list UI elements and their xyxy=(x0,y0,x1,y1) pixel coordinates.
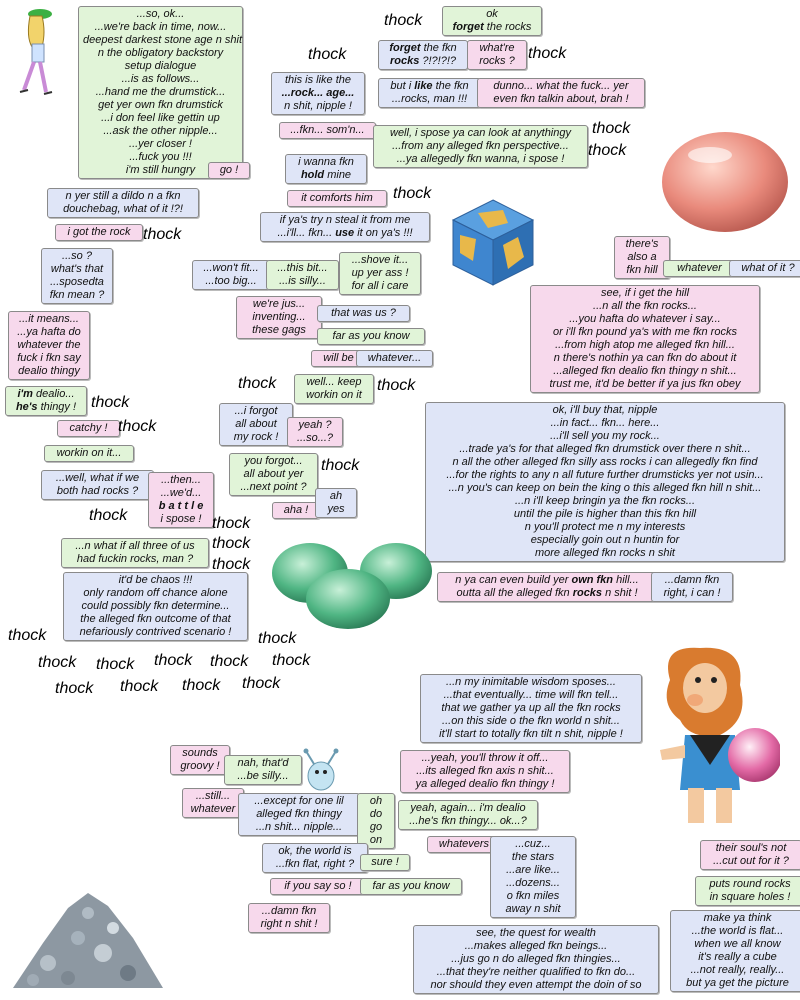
thock-sound-text: thock xyxy=(212,535,251,552)
speech-bubble xyxy=(614,236,670,279)
speech-bubble xyxy=(317,328,425,345)
bubble-line: ...jus go n do alleged fkn thingies... xyxy=(451,953,621,965)
bubble-line: if you say so ! xyxy=(284,880,352,892)
bubble-line: ...yer closer ! xyxy=(129,138,192,150)
thock-sound-text: thock xyxy=(377,377,416,394)
bubble-line: right n shit ! xyxy=(260,918,318,930)
speech-bubble xyxy=(729,260,800,277)
thock-sound-text: thock xyxy=(182,677,221,694)
speech-bubble xyxy=(490,836,576,918)
bubble-line: trust me, it'd be better if ya jus fkn obey xyxy=(549,378,741,390)
thock-sound-text: thock xyxy=(120,678,159,695)
bubble-line: could possibly fkn determine... xyxy=(81,600,230,612)
thock-sound-text: thock xyxy=(143,226,182,243)
bubble-line: ...for the rights to any n all future further drumsticks yer not usin... xyxy=(446,469,764,481)
bubble-line: deepest darkest stone age n shit xyxy=(83,34,242,46)
bubble-line: forget the fkn xyxy=(389,42,457,54)
bubble-line: nah, that'd xyxy=(237,757,289,769)
bubble-line: aha ! xyxy=(283,504,309,516)
bubble-line: for all i care xyxy=(351,280,409,292)
bubble-line: do xyxy=(369,808,383,820)
bubble-line: whatever... xyxy=(367,352,422,364)
speech-bubble xyxy=(420,674,642,743)
bubble-line: n yer still a dildo n a fkn xyxy=(65,190,181,202)
speech-bubble xyxy=(63,572,248,641)
bubble-line: ...is silly... xyxy=(279,275,326,287)
bubble-line: ...n my inimitable wisdom sposes... xyxy=(446,676,616,688)
bubble-line: fuck i fkn say xyxy=(17,352,81,364)
bubble-line: i wanna fkn xyxy=(298,156,354,168)
bubble-line: ...n shit... nipple... xyxy=(255,821,343,833)
speech-bubble xyxy=(360,854,410,871)
bubble-line: ...in fact... fkn... here... xyxy=(550,417,660,429)
bubble-line: yes xyxy=(327,503,345,515)
bubble-line: also a xyxy=(627,251,657,263)
bubble-line: make ya think xyxy=(703,912,772,924)
speech-bubble xyxy=(170,745,230,775)
bubble-line: what of it ? xyxy=(741,262,795,274)
thock-sound-text: thock xyxy=(592,120,631,137)
bubble-line: all about yer xyxy=(243,468,304,480)
bubble-line: fkn hill xyxy=(626,264,658,276)
bubble-line: ...from high atop me alleged fkn hill... xyxy=(555,339,735,351)
bubble-line: that was us ? xyxy=(331,307,396,319)
speech-bubble xyxy=(315,488,357,518)
bubble-line: far as you know xyxy=(372,880,450,892)
bubble-line: or i'll fkn pound ya's with me fkn rocks xyxy=(553,326,737,338)
speech-bubble xyxy=(477,78,645,108)
speech-bubble xyxy=(339,252,421,295)
bubble-line: dunno... what the fuck... yer xyxy=(493,80,629,92)
bubble-line: hold mine xyxy=(300,169,352,181)
bubble-line: ...fkn flat, right ? xyxy=(275,858,355,870)
bubble-line: more alleged fkn rocks n shit xyxy=(534,547,675,559)
bubble-line: alleged fkn thingy xyxy=(256,808,342,820)
bubble-line: it'll start to totally fkn tilt n shit, nipple ! xyxy=(439,728,623,740)
speech-bubble xyxy=(208,162,250,179)
thock-sound-text: thock xyxy=(212,556,251,573)
speech-bubble xyxy=(287,190,387,207)
alien-bunny-figure xyxy=(296,748,346,793)
globe-cube-icon xyxy=(448,195,538,290)
thock-sound-text: thock xyxy=(210,653,249,670)
speech-bubble xyxy=(360,878,462,895)
speech-bubble xyxy=(378,78,481,108)
bubble-line: groovy ! xyxy=(180,760,220,772)
bubble-line: far as you know xyxy=(332,330,410,342)
speech-bubble xyxy=(270,878,366,895)
speech-bubble xyxy=(57,420,120,437)
caveman-figure xyxy=(640,640,780,830)
speech-bubble xyxy=(260,212,430,242)
bubble-line: whatevers xyxy=(438,838,490,850)
speech-bubble xyxy=(437,572,657,602)
thock-sound-text: thock xyxy=(588,142,627,159)
bubble-line: ...cuz... xyxy=(515,838,551,850)
bubble-line: that we gather ya up all the fkn rocks xyxy=(441,702,621,714)
bubble-line: see, if i get the hill xyxy=(600,287,690,299)
bubble-line: yeah ? xyxy=(298,419,332,431)
bubble-line: if ya's try n steal it from me xyxy=(279,214,411,226)
bubble-line: ...are like... xyxy=(506,864,560,876)
bubble-line: ...this bit... xyxy=(277,262,328,274)
speech-bubble xyxy=(413,925,659,994)
bubble-line: ...i forgot xyxy=(234,405,278,417)
bubble-line: douchebag, what of it !?! xyxy=(63,203,183,215)
bubble-line: especially goin out n huntin for xyxy=(530,534,680,546)
thock-sound-text: thock xyxy=(96,656,135,673)
bubble-line: ...shove it... xyxy=(351,254,409,266)
thock-sound-text: thock xyxy=(55,680,94,697)
bubble-line: right, i can ! xyxy=(663,587,721,599)
bubble-line: fkn mean ? xyxy=(49,289,105,301)
speech-bubble xyxy=(238,793,360,836)
hippie-figure xyxy=(10,2,60,97)
bubble-line: ...then... xyxy=(161,474,201,486)
bubble-line: ...won't fit... xyxy=(203,262,259,274)
bubble-line: ...n all the fkn rocks... xyxy=(593,300,697,312)
bubble-line: ...i'll sell you my rock... xyxy=(550,430,660,442)
bubble-line: ...be silly... xyxy=(237,770,289,782)
bubble-line: n you'll protect me n my interests xyxy=(524,521,686,533)
bubble-line: ...fuck you !!! xyxy=(129,151,192,163)
thock-sound-text: thock xyxy=(89,507,128,524)
thock-sound-text: thock xyxy=(242,675,281,692)
thock-sound-text: thock xyxy=(272,652,311,669)
speech-bubble xyxy=(357,793,395,849)
bubble-line: see, the quest for wealth xyxy=(476,927,596,939)
bubble-line: it'd be chaos !!! xyxy=(118,574,193,586)
bubble-line: ...ya allegedly fkn wanna, i spose ! xyxy=(396,153,565,165)
bubble-line: ...hand me the drumstick... xyxy=(95,86,226,98)
bubble-line: ...yeah, you'll throw it off... xyxy=(421,752,549,764)
bubble-line: we're jus... xyxy=(252,298,306,310)
bubble-line: ...the world is flat... xyxy=(691,925,784,937)
bubble-line: whatever xyxy=(677,262,722,274)
bubble-line: ...next point ? xyxy=(240,481,307,493)
speech-bubble xyxy=(41,248,113,304)
bubble-line: ...damn fkn xyxy=(664,574,720,586)
speech-bubble xyxy=(55,224,143,241)
bubble-line: it's really a cube xyxy=(698,951,777,963)
bubble-line: ...cut out for it ? xyxy=(713,855,789,867)
bubble-line: what's that xyxy=(50,263,104,275)
bubble-line: ...too big... xyxy=(205,275,257,287)
bubble-line: ok, the world is xyxy=(278,845,352,857)
speech-bubble xyxy=(530,285,760,393)
bubble-line: their soul's not xyxy=(715,842,787,854)
speech-bubble xyxy=(236,296,322,339)
bubble-line: ya alleged dealio fkn thingy ! xyxy=(415,778,555,790)
bubble-line: what're xyxy=(479,42,515,54)
bubble-line: up yer ass ! xyxy=(351,267,409,279)
bubble-line: ...still... xyxy=(195,790,231,802)
speech-bubble xyxy=(272,502,320,519)
bubble-line: had fuckin rocks, man ? xyxy=(76,553,194,565)
bubble-line: away n shit xyxy=(505,903,561,915)
speech-bubble xyxy=(400,750,570,793)
speech-bubble xyxy=(398,800,538,830)
bubble-line: workin on it... xyxy=(56,447,122,459)
bubble-line: ...sposedta xyxy=(50,276,104,288)
speech-bubble xyxy=(61,538,209,568)
speech-bubble xyxy=(425,402,785,562)
thock-sound-text: thock xyxy=(38,654,77,671)
speech-bubble xyxy=(271,72,365,115)
bubble-line: ok, i'll buy that, nipple xyxy=(552,404,658,416)
speech-bubble xyxy=(266,260,339,290)
bubble-line: on xyxy=(369,834,383,846)
thock-sound-text: thock xyxy=(258,630,297,647)
bubble-line: o fkn miles xyxy=(506,890,560,902)
rock-pile-image xyxy=(8,878,168,993)
bubble-line: he's thingy ! xyxy=(15,401,77,413)
bubble-line: ah xyxy=(329,490,343,502)
bubble-line: nefariously contrived scenario ! xyxy=(79,626,232,638)
bubble-line: ...is as follows... xyxy=(121,73,200,85)
speech-bubble xyxy=(78,6,243,179)
speech-bubble xyxy=(670,910,800,992)
speech-bubble xyxy=(373,125,588,168)
bubble-line: ...trade ya's for that alleged fkn drumstick over there n shit... xyxy=(459,443,751,455)
speech-bubble xyxy=(182,788,244,818)
speech-bubble xyxy=(378,40,468,70)
bubble-line: ...rock... age... xyxy=(281,87,355,99)
bubble-line: ...its alleged fkn axis n shit... xyxy=(416,765,554,777)
bubble-line: even fkn talkin about, brah ! xyxy=(493,93,629,105)
bubble-line: sounds xyxy=(182,747,218,759)
bubble-line: ...damn fkn xyxy=(261,905,317,917)
bubble-line: i got the rock xyxy=(67,226,131,238)
bubble-line: setup dialogue xyxy=(124,60,197,72)
bubble-line: ...so, ok... xyxy=(136,8,185,20)
bubble-line: rocks ? xyxy=(479,55,515,67)
bubble-line: ...n i'll keep bringin ya the fkn rocks... xyxy=(514,495,696,507)
speech-bubble xyxy=(467,40,527,70)
bubble-line: ...except for one lil xyxy=(254,795,344,807)
speech-bubble xyxy=(356,350,433,367)
speech-bubble xyxy=(317,305,410,322)
bubble-line: ...well, what if we xyxy=(55,472,140,484)
speech-bubble xyxy=(700,840,800,870)
bubble-line: when we all know xyxy=(694,938,781,950)
bubble-line: ...dozens... xyxy=(506,877,560,889)
bubble-line: forget the rocks xyxy=(452,21,532,33)
bubble-line: ...on this side o the fkn world n shit... xyxy=(442,715,620,727)
bubble-line: ...so...? xyxy=(296,432,334,444)
bubble-line: go xyxy=(369,821,383,833)
speech-bubble xyxy=(442,6,542,36)
speech-bubble xyxy=(224,755,302,785)
bubble-line: ...rocks, man !!! xyxy=(391,93,468,105)
bubble-line: well... keep xyxy=(306,376,362,388)
green-rocks-image xyxy=(268,533,436,633)
bubble-line: yeah, again... i'm dealio xyxy=(410,802,526,814)
bubble-line: the alleged fkn outcome of that xyxy=(80,613,231,625)
bubble-line: ...ya hafta do xyxy=(17,326,81,338)
bubble-line: these gags xyxy=(252,324,306,336)
thock-sound-text: thock xyxy=(154,652,193,669)
bubble-line: ...it means... xyxy=(19,313,79,325)
thock-sound-text: thock xyxy=(91,394,130,411)
bubble-line: ...you hafta do whatever i say... xyxy=(569,313,721,325)
bubble-line: ...makes alleged fkn beings... xyxy=(464,940,608,952)
thock-sound-text: thock xyxy=(528,45,567,62)
bubble-line: ...from any alleged fkn perspective... xyxy=(392,140,569,152)
speech-bubble xyxy=(285,154,367,184)
bubble-line: rocks ?!?!?!? xyxy=(389,55,457,67)
bubble-line: ...that they're neither qualified to fkn do... xyxy=(436,966,636,978)
bubble-line: n ya can even build yer own fkn hill... xyxy=(455,574,639,586)
speech-bubble xyxy=(248,903,330,933)
speech-bubble xyxy=(44,445,134,462)
thock-sound-text: thock xyxy=(238,375,277,392)
speech-bubble xyxy=(5,386,87,416)
speech-bubble xyxy=(41,470,154,500)
bubble-line: you forgot... xyxy=(244,455,303,467)
bubble-line: will be xyxy=(323,352,354,364)
bubble-line: catchy ! xyxy=(69,422,108,434)
speech-bubble xyxy=(148,472,214,528)
speech-bubble xyxy=(287,417,343,447)
bubble-line: ...so ? xyxy=(62,250,92,262)
bubble-line: puts round rocks xyxy=(709,878,791,890)
bubble-line: inventing... xyxy=(252,311,306,323)
bubble-line: ...n what if all three of us xyxy=(75,540,195,552)
speech-bubble xyxy=(663,260,736,277)
bubble-line: ...i'll... fkn... use it on ya's !!! xyxy=(277,227,413,239)
bubble-line: dealio thingy xyxy=(18,365,80,377)
bubble-line: well, i spose ya can look at anythingy xyxy=(390,127,571,139)
bubble-line: ...we're back in time, now... xyxy=(94,21,227,33)
bubble-line: workin on it xyxy=(306,389,362,401)
bubble-line: i'm dealio... xyxy=(17,388,75,400)
bubble-line: the stars xyxy=(511,851,555,863)
bubble-line: both had rocks ? xyxy=(56,485,139,497)
bubble-line: ok xyxy=(486,8,498,20)
bubble-line: but i like the fkn xyxy=(390,80,469,92)
bubble-line: n the obligatory backstory xyxy=(97,47,224,59)
bubble-line: whatever xyxy=(190,803,236,815)
bubble-line: n shit, nipple ! xyxy=(284,100,352,112)
bubble-line: nor should they even attempt the doin of so xyxy=(430,979,642,991)
bubble-line: oh xyxy=(369,795,383,807)
bubble-line: ...we'd... xyxy=(160,487,202,499)
speech-bubble xyxy=(219,403,293,446)
bubble-line: get yer own fkn drumstick xyxy=(98,99,223,111)
bubble-line: n there's nothin ya can fkn do about it xyxy=(553,352,737,364)
bubble-line: go ! xyxy=(219,164,239,176)
thock-sound-text: thock xyxy=(308,46,347,63)
bubble-line: ...fkn... som'n... xyxy=(290,124,365,136)
bubble-line: in square holes ! xyxy=(709,891,791,903)
bubble-line: only random off chance alone xyxy=(83,587,228,599)
bubble-line: this is like the xyxy=(284,74,352,86)
bubble-line: ...that eventually... time will fkn tell... xyxy=(443,689,619,701)
bubble-line: there's xyxy=(625,238,659,250)
speech-bubble xyxy=(229,453,318,496)
speech-bubble xyxy=(651,572,733,602)
bubble-line: but ya get the picture xyxy=(686,977,789,989)
pink-rock-image xyxy=(660,125,790,235)
bubble-line: ...i don feel like gettin up xyxy=(101,112,220,124)
bubble-line: outta all the alleged fkn rocks n shit ! xyxy=(456,587,638,599)
thock-sound-text: thock xyxy=(212,515,251,532)
bubble-line: ...alleged fkn dealio fkn thingy n shit... xyxy=(553,365,737,377)
speech-bubble xyxy=(47,188,199,218)
speech-bubble xyxy=(294,374,374,404)
bubble-line: ...not really, really... xyxy=(690,964,785,976)
bubble-line: whatever the xyxy=(17,339,81,351)
thock-sound-text: thock xyxy=(384,12,423,29)
speech-bubble xyxy=(695,876,800,906)
bubble-line: b a t t l e xyxy=(158,500,204,512)
bubble-line: i spose ! xyxy=(160,513,202,525)
bubble-line: sure ! xyxy=(371,856,399,868)
bubble-line: my rock ! xyxy=(233,431,279,443)
bubble-line: ...n you's can keep on bein the king o this alleged fkn hill n shit... xyxy=(448,482,762,494)
bubble-line: all about xyxy=(235,418,277,430)
bubble-line: i'm still hungry xyxy=(125,164,196,176)
speech-bubble xyxy=(192,260,270,290)
speech-bubble xyxy=(262,843,368,873)
bubble-line: ...he's fkn thingy... ok...? xyxy=(409,815,527,827)
bubble-line: it comforts him xyxy=(301,192,373,204)
bubble-line: ...ask the other nipple... xyxy=(103,125,218,137)
thock-sound-text: thock xyxy=(118,418,157,435)
thock-sound-text: thock xyxy=(321,457,360,474)
thock-sound-text: thock xyxy=(8,627,47,644)
speech-bubble xyxy=(8,311,90,380)
bubble-line: n all the other alleged fkn silly ass rocks i can allegedly fkn find xyxy=(452,456,758,468)
thock-sound-text: thock xyxy=(393,185,432,202)
bubble-line: until the pile is higher than this fkn hill xyxy=(513,508,697,520)
speech-bubble xyxy=(279,122,376,139)
